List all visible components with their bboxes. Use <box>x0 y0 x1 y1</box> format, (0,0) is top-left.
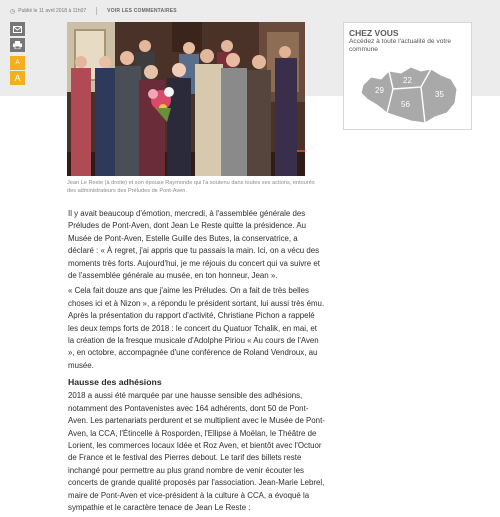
view-comments-link[interactable]: VOIR LES COMMENTAIRES <box>107 8 177 14</box>
section-heading: Hausse des adhésions <box>68 377 162 388</box>
meta-divider <box>96 7 97 15</box>
department-35[interactable]: 35 <box>435 90 444 99</box>
department-29[interactable]: 29 <box>375 86 384 95</box>
printer-icon <box>13 41 22 49</box>
widget-subtitle: Accédez à toute l'actualité de votre commune <box>349 38 452 53</box>
increase-font-button[interactable] <box>10 71 25 85</box>
department-22[interactable]: 22 <box>403 76 412 85</box>
publication-date: Publié le 11 avril 2018 à 11h07 <box>18 8 87 14</box>
widget-title: CHEZ VOUS <box>349 28 399 38</box>
article-paragraph: Il y avait beaucoup d'émotion, mercredi, à l'assemblée générale des Préludes de Pont-Aven, dont Jean Le Reste quitte la présidence. Au Musée de Pont-Aven, Estelle Guille des Butes, la conservatrice, a déclaré : « À regret, j'ai appris que tu passais la main. Ici, on a vécu des moments très forts. Aujourd'hui, je me réjouis du concert qui va suivre et de l'assemblée générale au musée, en ton honneur, Jean ». <box>68 209 320 281</box>
article-paragraph: 2018 a aussi été marquée par une hausse sensible des adhésions, notamment des Pontavenistes avec 164 adhérents, dont 50 de Pont-Aven. Les partenariats perdurent et se multiplient avec le Musée de Pont-Aven, la CCA, l'Étincelle à Rosporden, l'Ellipse à Moëlan, le Théâtre de Lorient, les commerces locaux Idée et Roz Aven, et bientôt avec l'Octuor de France et le festival des Pierres debout. Le tarif des billets reste inchangé pour permettre au plus grand nombre de venir écouter les concerts de grande qualité proposés par l'association. Jean-Marie Lebrel, maire de Pont-Aven et vice-président à la culture à CCA, a évoqué la sympathie et le caractère tenace de Jean Le Reste : <box>68 391 325 512</box>
department-56[interactable]: 56 <box>401 100 410 109</box>
email-share-button[interactable] <box>10 22 25 36</box>
article-body <box>68 208 325 517</box>
article-photo <box>67 22 305 176</box>
decrease-font-button[interactable] <box>10 56 25 70</box>
clock-icon: ◷ <box>10 8 16 15</box>
print-button[interactable] <box>10 38 25 52</box>
font-increase-label: A <box>14 72 21 83</box>
envelope-icon <box>13 26 22 33</box>
chez-vous-widget[interactable] <box>343 22 472 130</box>
brittany-map[interactable] <box>359 59 459 127</box>
article-meta-bar <box>10 4 177 18</box>
article-paragraph: « Cela fait douze ans que j'aime les Préludes. On a fait de très belles choses ici et à Nizon », a répondu le président sortant, lui aussi très ému. Après la présentation du rapport d'activité, Christiane Pichon a rappelé les deux temps forts de 2018 : le concert du Quatuor Tchalik, en mai, et la création de la fresque musicale d'Adolphe Piriou « Au cours de l'Aven », en octobre, accompagnée d'une conférence de Roland Vendroux, au musée. <box>68 286 325 370</box>
font-decrease-label: A <box>15 60 20 66</box>
photo-caption: Jean Le Reste (à droite) et son épouse Raymonde qui l'a soutenu dans toutes ses actions, entourés des administrateurs des Préludes de Pont-Aven. <box>67 180 315 194</box>
